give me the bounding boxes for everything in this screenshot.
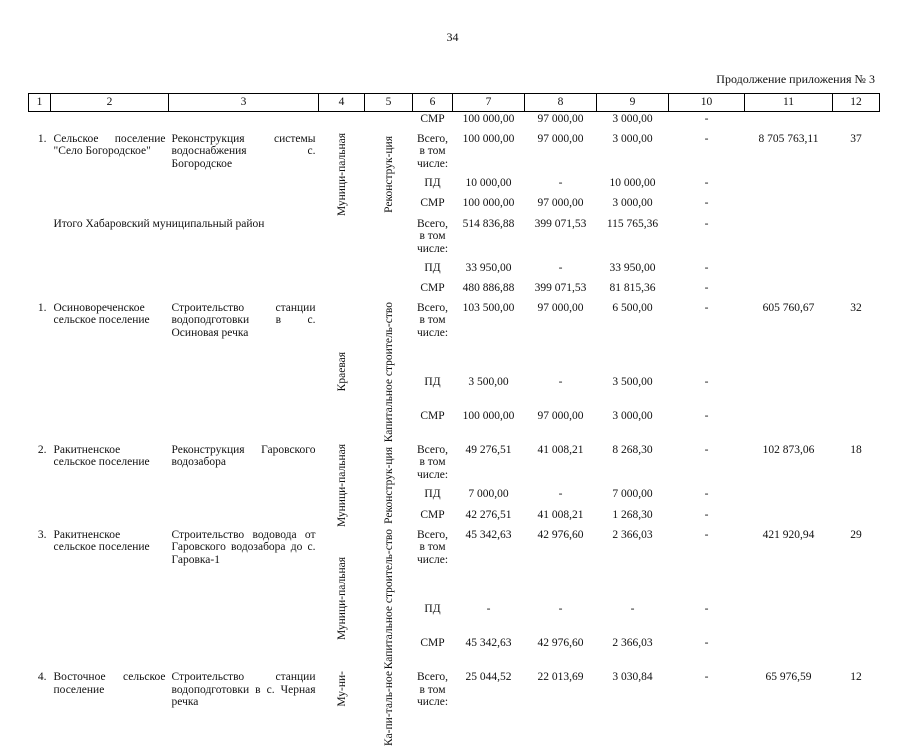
value-cell: 7 000,00 xyxy=(468,488,509,501)
value-cell: 97 000,00 xyxy=(537,301,584,314)
level-label: Краевая xyxy=(335,352,348,392)
value-cell: 514 836,88 xyxy=(462,217,515,230)
settlement-name: Восточное сельское поселение xyxy=(53,671,166,696)
district-total-label: Итого Хабаровский муниципальный район xyxy=(53,217,265,230)
work-type: СМР xyxy=(420,508,445,521)
table-row xyxy=(29,132,880,177)
row-number: 3. xyxy=(37,528,47,541)
table-row xyxy=(29,528,880,603)
value-cell: 115 765,36 xyxy=(606,217,659,230)
level-cell xyxy=(319,443,365,528)
table-row xyxy=(29,112,880,132)
value-cell: - xyxy=(704,301,709,314)
value-cell: 12 xyxy=(850,671,862,684)
value-cell: 480 886,88 xyxy=(462,281,515,294)
work-type: ПД xyxy=(424,488,441,501)
table-row xyxy=(29,217,880,261)
value-cell: 3 500,00 xyxy=(468,376,509,389)
value-cell: 103 500,00 xyxy=(462,301,515,314)
level-label: Муници-пальная xyxy=(335,132,348,216)
settlement-name: Сельское поселение "Село Богородское" xyxy=(53,132,166,157)
work-type: ПД xyxy=(424,261,441,274)
value-cell: 3 500,00 xyxy=(612,376,653,389)
value-cell: 6 500,00 xyxy=(612,301,653,314)
value-cell: 399 071,53 xyxy=(534,281,587,294)
value-cell: - xyxy=(704,217,709,230)
work-type: ПД xyxy=(424,603,441,616)
col-header: 11 xyxy=(745,94,833,112)
level-label: Му-ни- xyxy=(335,671,348,707)
settlement-name: Ракитненское сельское поселение xyxy=(53,528,150,554)
row-number: 1. xyxy=(37,301,47,314)
value-cell: 97 000,00 xyxy=(537,409,584,422)
settlement-name: Осиновореченское сельское поселение xyxy=(53,301,150,327)
table-row xyxy=(29,281,880,301)
value-cell: - xyxy=(704,488,709,501)
work-type: Всего, в том числе: xyxy=(416,301,449,339)
value-cell: 97 000,00 xyxy=(537,113,584,125)
kind-cell xyxy=(365,132,413,217)
value-cell: 605 760,67 xyxy=(762,301,815,314)
col-header: 10 xyxy=(669,94,745,112)
value-cell: - xyxy=(704,132,709,145)
col-header: 8 xyxy=(525,94,597,112)
value-cell: 8 705 763,11 xyxy=(758,132,819,145)
kind-label: Капитальное строитель-ство xyxy=(382,301,395,442)
value-cell: 3 000,00 xyxy=(612,197,653,210)
value-cell: 33 950,00 xyxy=(609,261,656,274)
value-cell: 10 000,00 xyxy=(609,177,656,190)
value-cell: 42 976,60 xyxy=(537,637,584,650)
value-cell: 41 008,21 xyxy=(537,508,584,521)
value-cell: 100 000,00 xyxy=(462,113,515,125)
value-cell: 421 920,94 xyxy=(762,528,815,541)
project-name: Реконструкция Гаровского водозабора xyxy=(171,443,316,469)
table-row xyxy=(29,261,880,281)
continuation-note: Продолжение приложения № 3 xyxy=(716,72,875,86)
value-cell: 22 013,69 xyxy=(537,671,584,684)
kind-cell xyxy=(365,301,413,443)
work-type: Всего, в том числе: xyxy=(416,443,449,481)
value-cell: - xyxy=(558,376,563,389)
value-cell: 33 950,00 xyxy=(465,261,512,274)
project-name: Строительство водовода от Гаровского водозабора до с. Гаровка-1 xyxy=(171,528,316,566)
value-cell: - xyxy=(704,261,709,274)
value-cell: - xyxy=(704,376,709,389)
level-cell xyxy=(319,670,365,747)
kind-label: Капитальное строитель-ство xyxy=(382,528,395,670)
value-cell: 37 xyxy=(850,132,862,145)
value-cell: 45 342,63 xyxy=(465,528,512,541)
col-header: 7 xyxy=(453,94,525,112)
level-cell xyxy=(319,132,365,217)
project-name: Реконструкция системы водоснабжения с. Богородское xyxy=(171,132,316,170)
work-type: СМР xyxy=(420,113,445,125)
work-type: ПД xyxy=(424,177,441,190)
col-header: 12 xyxy=(833,94,880,112)
kind-label: Реконструк-ция xyxy=(382,446,395,524)
value-cell: 41 008,21 xyxy=(537,443,584,456)
kind-cell xyxy=(365,670,413,747)
value-cell: 2 366,03 xyxy=(612,528,653,541)
col-header: 9 xyxy=(597,94,669,112)
level-label: Муници-пальная xyxy=(335,443,348,527)
value-cell: 100 000,00 xyxy=(462,197,515,210)
row-number: 1. xyxy=(37,132,47,145)
budget-table xyxy=(28,93,880,747)
table-row xyxy=(29,301,880,376)
value-cell: 32 xyxy=(850,301,862,314)
value-cell: - xyxy=(704,177,709,190)
value-cell: 65 976,59 xyxy=(765,671,812,684)
value-cell: 3 000,00 xyxy=(612,113,653,125)
value-cell: 25 044,52 xyxy=(465,671,512,684)
col-header: 3 xyxy=(169,94,319,112)
work-type: ПД xyxy=(424,376,441,389)
table-row xyxy=(29,443,880,488)
value-cell: - xyxy=(704,508,709,521)
value-cell: - xyxy=(704,443,709,456)
value-cell: 2 366,03 xyxy=(612,637,653,650)
work-type: Всего, в том числе: xyxy=(416,132,449,170)
col-header: 2 xyxy=(51,94,169,112)
project-name: Строительство станции водоподготовки в с. Черная речка xyxy=(171,671,316,709)
value-cell: - xyxy=(704,637,709,650)
value-cell: 29 xyxy=(850,528,862,541)
value-cell: 45 342,63 xyxy=(465,637,512,650)
value-cell: 3 030,84 xyxy=(612,671,653,684)
value-cell: 3 000,00 xyxy=(612,132,653,145)
value-cell: 49 276,51 xyxy=(465,443,512,456)
page-number: 34 xyxy=(446,30,459,44)
work-type: СМР xyxy=(420,409,445,422)
value-cell: - xyxy=(704,113,709,125)
value-cell: - xyxy=(704,281,709,294)
value-cell: 42 976,60 xyxy=(537,528,584,541)
value-cell: 1 268,30 xyxy=(612,508,653,521)
value-cell: - xyxy=(704,603,709,616)
header-row xyxy=(29,94,880,112)
value-cell: - xyxy=(558,603,563,616)
settlement-name: Ракитненское сельское поселение xyxy=(53,443,150,469)
value-cell: 7 000,00 xyxy=(612,488,653,501)
table-row xyxy=(29,670,880,747)
kind-cell xyxy=(365,528,413,670)
value-cell: - xyxy=(704,197,709,210)
value-cell: 100 000,00 xyxy=(462,409,515,422)
col-header: 6 xyxy=(413,94,453,112)
work-type: Всего, в том числе: xyxy=(416,671,449,709)
value-cell: 102 873,06 xyxy=(762,443,815,456)
value-cell: - xyxy=(704,528,709,541)
value-cell: - xyxy=(630,603,635,616)
kind-label: Ка-пи-таль-ное xyxy=(382,671,395,747)
level-label: Муници-пальная xyxy=(335,557,348,641)
work-type: СМР xyxy=(420,637,445,650)
work-type: СМР xyxy=(420,281,445,294)
value-cell: - xyxy=(704,409,709,422)
value-cell: - xyxy=(558,177,563,190)
row-number: 4. xyxy=(37,671,47,684)
value-cell: - xyxy=(558,488,563,501)
value-cell: 81 815,36 xyxy=(609,281,656,294)
value-cell: 18 xyxy=(850,443,862,456)
value-cell: - xyxy=(704,671,709,684)
value-cell: 10 000,00 xyxy=(465,177,512,190)
work-type: СМР xyxy=(420,197,445,210)
col-header: 5 xyxy=(365,94,413,112)
col-header: 4 xyxy=(319,94,365,112)
level-cell xyxy=(319,528,365,670)
kind-label: Реконструк-ция xyxy=(382,135,395,213)
col-header: 1 xyxy=(29,94,51,112)
kind-cell xyxy=(365,443,413,528)
value-cell: 97 000,00 xyxy=(537,132,584,145)
value-cell: 100 000,00 xyxy=(462,132,515,145)
value-cell: 8 268,30 xyxy=(612,443,653,456)
value-cell: - xyxy=(558,261,563,274)
project-name: Строительство станции водоподготовки в с. Осиновая речка xyxy=(171,301,316,339)
work-type: Всего, в том числе: xyxy=(416,528,449,566)
value-cell: 399 071,53 xyxy=(534,217,587,230)
row-number: 2. xyxy=(37,443,47,456)
work-type: Всего, в том числе: xyxy=(416,217,449,255)
value-cell: - xyxy=(486,603,491,616)
level-cell xyxy=(319,301,365,443)
value-cell: 97 000,00 xyxy=(537,197,584,210)
value-cell: 3 000,00 xyxy=(612,409,653,422)
value-cell: 42 276,51 xyxy=(465,508,512,521)
